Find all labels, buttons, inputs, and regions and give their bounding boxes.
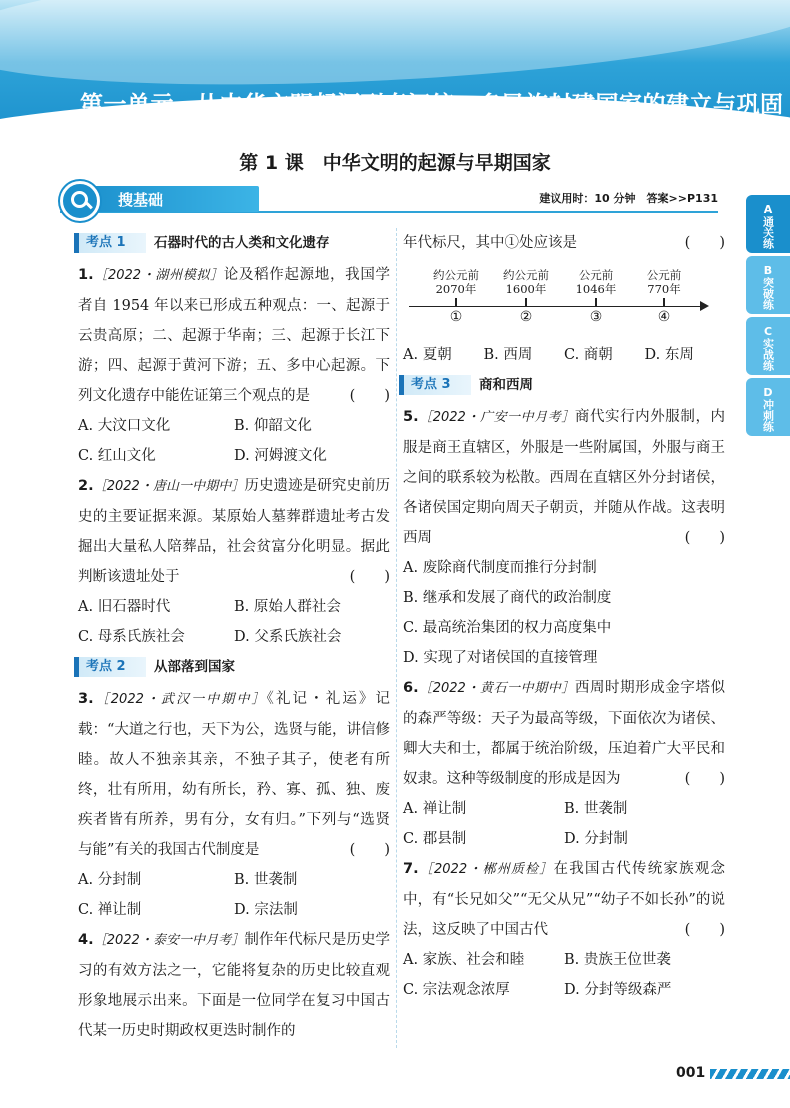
kaodian-1 xyxy=(78,228,390,258)
option[interactable]: D. 实现了对诸侯国的直接管理 xyxy=(403,650,598,666)
timeline-prefix: 约公元前 xyxy=(433,268,479,282)
side-tab-label: 冲刺练 xyxy=(761,399,775,432)
option[interactable]: D. 分封制 xyxy=(564,831,628,847)
kaodian-2 xyxy=(78,652,390,682)
question-4 xyxy=(78,925,390,1046)
unit-name: 从中华文明起源到秦汉统一多民族封建国家的建立与巩固 xyxy=(196,92,784,118)
search-icon xyxy=(60,181,100,221)
option[interactable]: B. 仰韶文化 xyxy=(234,418,312,434)
side-tab-label: 实战练 xyxy=(761,338,775,371)
timeline xyxy=(403,262,725,340)
question-number: 7. xyxy=(403,861,419,877)
kaodian-title: 商和西周 xyxy=(479,377,533,393)
options-4 xyxy=(403,340,725,370)
answer-blank: ( ) xyxy=(349,569,390,585)
timeline-tick xyxy=(525,298,527,306)
answer-blank: ( ) xyxy=(684,922,725,938)
timeline-axis xyxy=(409,306,703,307)
timeline-year: 2070年 xyxy=(435,282,477,296)
option[interactable]: B. 世袭制 xyxy=(564,801,628,817)
lesson-title: 第 1 课 中华文明的起源与早期国家 xyxy=(239,152,551,174)
side-tab-c[interactable] xyxy=(746,317,790,375)
question-number: 2. xyxy=(78,478,94,494)
option[interactable]: B. 继承和发展了商代的政治制度 xyxy=(403,590,612,606)
question-stem: 商代实行内外服制，内服是商王直辖区，外服是一些附属国，外服与商王之间的联系较为松散。西周在直辖区外分封诸侯，各诸侯国定期向周天子朝贡，并随从作战。这表明西周 xyxy=(403,409,726,546)
side-tab-a[interactable] xyxy=(746,195,790,253)
question-stem: 制作年代标尺是历史学习的有效方法之一，它能将复杂的历史比较直观形象地展示出来。下面是一位同学在复习中国古代某一历史时期政权更迭时制作的 xyxy=(78,932,391,1039)
question-number: 4. xyxy=(78,932,94,948)
timeline-point xyxy=(629,268,699,325)
question-number: 3. xyxy=(78,691,94,707)
option[interactable]: C. 郡县制 xyxy=(403,831,467,847)
timeline-prefix: 公元前 xyxy=(646,268,682,282)
question-stem: 西周时期形成金字塔似的森严等级：天子为最高等级，下面依次为诸侯、卿大夫和士，都属于统治阶级，压迫着广大平民和奴隶。这种等级制度的形成是因为 xyxy=(403,680,726,787)
question-source: ［2022・泰安一中月考］ xyxy=(93,933,245,948)
option[interactable]: A. 大汶口文化 xyxy=(78,418,171,434)
question-source: ［2022・郴州质检］ xyxy=(418,862,554,877)
option[interactable]: C. 母系氏族社会 xyxy=(78,629,185,645)
page-number-stripe xyxy=(710,1069,790,1079)
question-source: ［2022・广安一中月考］ xyxy=(418,410,575,425)
kaodian-title: 石器时代的古人类和文化遗存 xyxy=(154,235,330,251)
answer-blank: ( ) xyxy=(684,235,725,251)
timeline-mark: ④ xyxy=(657,309,671,325)
options-5 xyxy=(403,553,725,673)
right-column xyxy=(403,228,725,1005)
kaodian-tag: 考点 3 xyxy=(399,375,471,395)
question-stem: 论及稻作起源地，我国学者自 1954 年以来已形成五种观点：一、起源于云贵高原；二、起源于华南；三、起源于长江下游；四、起源于黄河下游；五、多中心起源。下列文化遗存中能佐证第三个观点的是 xyxy=(78,267,390,404)
timeline-point xyxy=(491,268,561,325)
question-number: 6. xyxy=(403,680,419,696)
side-tab-label: 通关练 xyxy=(761,216,775,249)
timeline-prefix: 公元前 xyxy=(578,268,614,282)
side-tab-letter: C xyxy=(763,325,773,338)
question-source: ［2022・唐山一中期中］ xyxy=(93,479,245,494)
question-source: ［2022・武汉一中期中］ xyxy=(93,692,267,707)
question-stem: 在我国古代传统家族观念中，有“长兄如父”“无父从兄”“幼子不如长孙”的说法，这反映了中国古代 xyxy=(403,861,725,938)
timeline-year: 1046年 xyxy=(575,282,617,296)
left-column xyxy=(78,228,390,1046)
option[interactable]: B. 原始人群社会 xyxy=(234,599,341,615)
option[interactable]: A. 废除商代制度而推行分封制 xyxy=(403,560,597,576)
kaodian-tag: 考点 1 xyxy=(74,233,146,253)
option[interactable]: B. 西周 xyxy=(483,347,533,363)
options-7 xyxy=(403,945,725,1005)
kaodian-title: 从部落到国家 xyxy=(154,659,235,675)
options-6 xyxy=(403,794,725,854)
option[interactable]: C. 最高统治集团的权力高度集中 xyxy=(403,620,612,636)
timeline-year: 770年 xyxy=(647,282,681,296)
timeline-tick xyxy=(455,298,457,306)
timeline-tick xyxy=(663,298,665,306)
question-stem: 年代标尺，其中①处应该是 xyxy=(403,235,577,251)
question-2 xyxy=(78,471,390,592)
option[interactable]: C. 禅让制 xyxy=(78,902,142,918)
arrow-right-icon xyxy=(700,301,709,311)
option[interactable]: C. 商朝 xyxy=(564,347,613,363)
options-1 xyxy=(78,411,390,471)
option[interactable]: D. 宗法制 xyxy=(234,902,298,918)
kaodian-3 xyxy=(403,370,725,400)
options-3 xyxy=(78,865,390,925)
option[interactable]: C. 红山文化 xyxy=(78,448,156,464)
option[interactable]: A. 分封制 xyxy=(78,872,142,888)
side-tab-letter: D xyxy=(763,386,773,399)
column-divider xyxy=(396,228,397,1048)
question-4-continued xyxy=(403,228,725,258)
option[interactable]: D. 东周 xyxy=(644,347,694,363)
unit-title xyxy=(80,86,784,119)
timeline-tick xyxy=(595,298,597,306)
unit-label: 第一单元 xyxy=(80,92,174,118)
side-tab-letter: A xyxy=(763,203,773,216)
timeline-mark: ③ xyxy=(589,309,603,325)
header-banner xyxy=(0,0,790,140)
answer-blank: ( ) xyxy=(684,530,725,546)
question-source: ［2022・湖州模拟］ xyxy=(93,268,224,283)
option[interactable]: B. 贵族王位世袭 xyxy=(564,952,671,968)
question-stem: 《礼记・礼运》记载：“大道之行也，天下为公，选贤与能，讲信修睦。故人不独亲其亲，不独子其子，使老有所终，壮有所用，幼有所长，矜、寡、孤、独、废疾者皆有所养，男有分，女有归。”下列与“选贤与能”有关的我国古代制度是 xyxy=(78,691,390,858)
kaodian-tag: 考点 2 xyxy=(74,657,146,677)
question-number: 1. xyxy=(78,267,94,283)
question-source: ［2022・黄石一中期中］ xyxy=(418,681,575,696)
page-number-text: 001 xyxy=(676,1065,706,1081)
timeline-mark: ① xyxy=(449,309,463,325)
options-2 xyxy=(78,592,390,652)
option[interactable]: D. 河姆渡文化 xyxy=(234,448,327,464)
section-tab xyxy=(74,186,259,212)
option[interactable]: A. 夏朝 xyxy=(403,347,452,363)
side-tab-label: 突破练 xyxy=(761,277,775,310)
answer-blank: ( ) xyxy=(349,388,390,404)
question-number: 5. xyxy=(403,409,419,425)
timeline-point xyxy=(561,268,631,325)
option[interactable]: B. 世袭制 xyxy=(234,872,298,888)
section-title: 搜基础 xyxy=(118,191,164,209)
question-6 xyxy=(403,673,725,794)
timeline-year: 1600年 xyxy=(505,282,547,296)
page-number xyxy=(676,1063,790,1087)
side-tab-d[interactable] xyxy=(746,378,790,436)
question-3 xyxy=(78,684,390,865)
timeline-point xyxy=(421,268,491,325)
section-hint: 建议用时：10 分钟 答案>>P131 xyxy=(539,192,718,205)
question-1 xyxy=(78,260,390,411)
option[interactable]: D. 父系氏族社会 xyxy=(234,629,342,645)
question-7 xyxy=(403,854,725,945)
question-stem: 历史遗迹是研究史前历史的主要证据来源。某原始人墓葬群遗址考古发掘出大量私人陪葬品，社会贫富分化明显。据此判断该遗址处于 xyxy=(78,478,391,585)
side-tab-letter: B xyxy=(763,264,773,277)
option[interactable]: D. 分封等级森严 xyxy=(564,982,672,998)
answer-blank: ( ) xyxy=(349,842,390,858)
side-tab-b[interactable] xyxy=(746,256,790,314)
timeline-mark: ② xyxy=(519,309,533,325)
option[interactable]: C. 宗法观念浓厚 xyxy=(403,982,510,998)
timeline-prefix: 约公元前 xyxy=(503,268,549,282)
question-5 xyxy=(403,402,725,553)
option[interactable]: A. 旧石器时代 xyxy=(78,599,171,615)
answer-blank: ( ) xyxy=(684,771,725,787)
option[interactable]: A. 家族、社会和睦 xyxy=(403,952,525,968)
section-header xyxy=(60,186,718,214)
option[interactable]: A. 禅让制 xyxy=(403,801,467,817)
